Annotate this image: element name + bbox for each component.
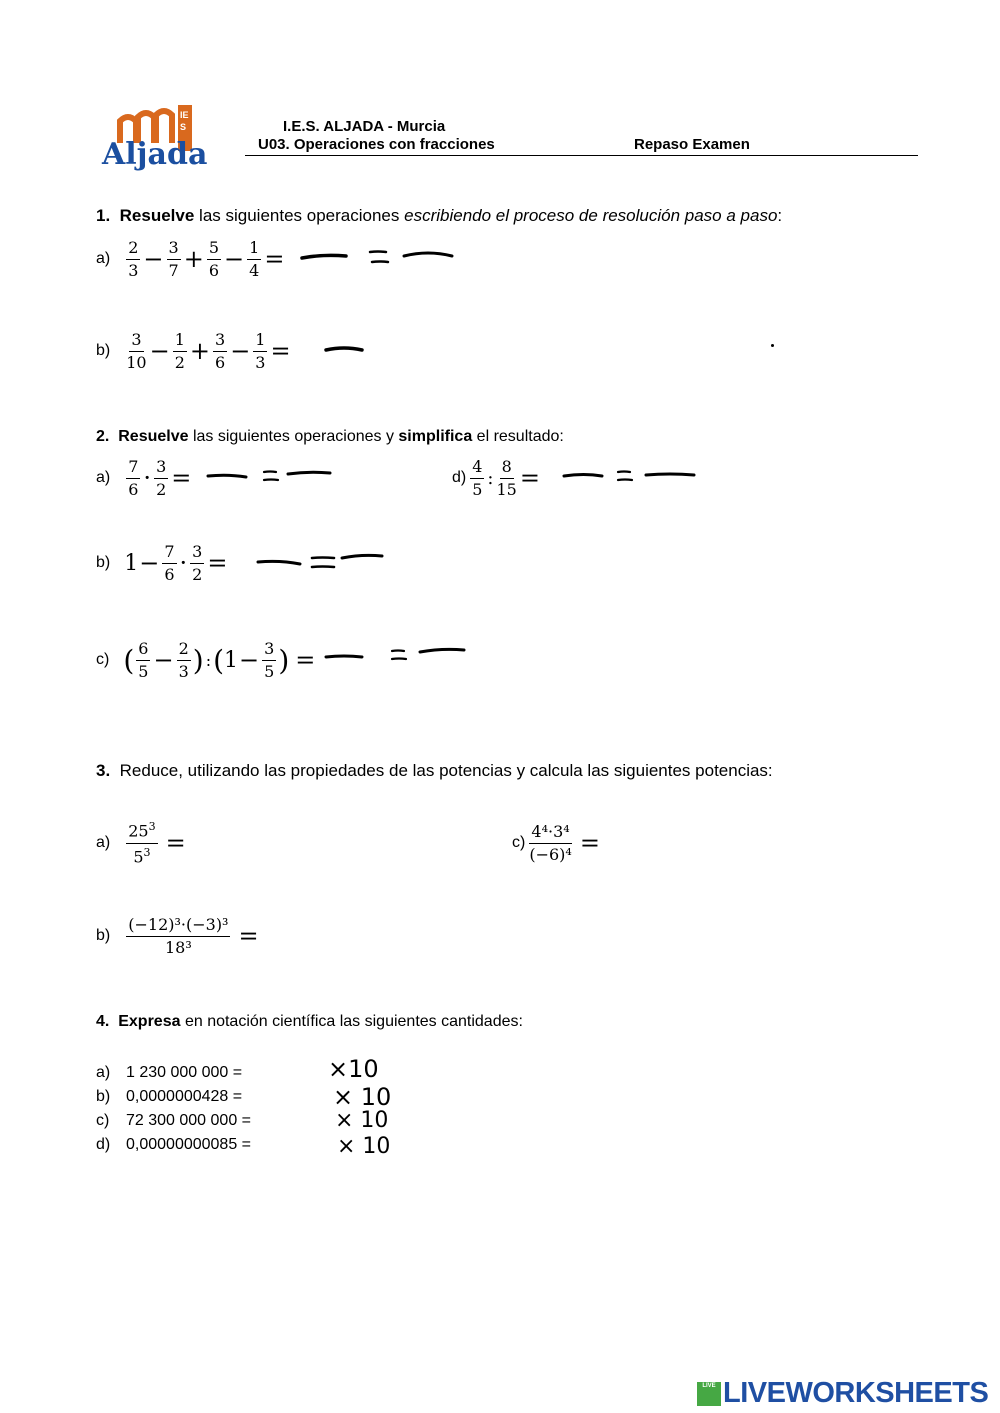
fraction: $\frac{3}{2}$ bbox=[192, 541, 203, 584]
fraction: $\frac{7}{6}$ bbox=[164, 541, 175, 584]
q2-prompt: 2. Resuelve las siguientes operaciones y simplifica el resultado: bbox=[96, 428, 564, 445]
q2-b-answer-strokes[interactable] bbox=[254, 548, 388, 576]
fraction: $\frac{3}{10}$ bbox=[126, 329, 147, 372]
q4-list bbox=[96, 1061, 251, 1157]
q3-prompt: 3. Reduce, utilizando las propiedades de las potencias y calcula las siguientes potencias: bbox=[96, 761, 773, 780]
q1-b-label: b) bbox=[96, 342, 111, 359]
fraction: $\frac{4}{5}$ bbox=[472, 456, 483, 499]
fraction: $\frac{7}{6}$ bbox=[128, 456, 139, 499]
q1-a-label: a) bbox=[96, 250, 111, 267]
fraction: $\frac{1}{4}$ bbox=[249, 237, 260, 280]
school-name: I.E.S. ALJADA - Murcia bbox=[283, 118, 446, 135]
fraction: $\frac{\text{4⁴·3⁴}}{\text{(−6)⁴}}$ bbox=[529, 821, 572, 864]
q4-c-handwritten[interactable]: × 10 bbox=[335, 1108, 389, 1133]
q4-prompt: 4. Expresa en notación científica las siguientes cantidades: bbox=[96, 1013, 523, 1030]
q2-a-answer-strokes[interactable] bbox=[204, 464, 334, 488]
fraction: $\frac{3}{2}$ bbox=[156, 456, 167, 499]
fraction: $\frac{2}{3}$ bbox=[128, 237, 139, 280]
q2-d-answer-strokes[interactable] bbox=[560, 466, 700, 488]
list-item: c) 72 300 000 000 = bbox=[96, 1112, 252, 1129]
brand-name: LIVEWORKSHEETS bbox=[723, 1377, 989, 1409]
q2-d-expression: d) $\frac{4}{5}$ : $\frac{8}{15}$ = bbox=[452, 456, 540, 499]
q4-a-handwritten[interactable]: ×10 bbox=[328, 1055, 379, 1083]
q1-a-expression: a) $\frac{2}{3}$ − $\frac{3}{7}$ + $\frac{5}{6}$ − $\frac{1}{4}$ = bbox=[96, 237, 285, 280]
q2-b-expression: b) 1 − $\frac{7}{6}$ · $\frac{3}{2}$ = bbox=[96, 541, 228, 584]
q2-a-expression: a) $\frac{7}{6}$ · $\frac{3}{2}$ = bbox=[96, 456, 192, 499]
q1-prompt: 1. Resuelve las siguientes operaciones escribiendo el proceso de resolución paso a paso: bbox=[96, 206, 783, 225]
q1-b-answer-strokes[interactable] bbox=[322, 340, 372, 360]
fraction: $\frac{\text{(−12)³·(−3)³}}{\text{18³}}$ bbox=[128, 914, 229, 957]
q1-b-expression: b) $\frac{3}{10}$ − $\frac{1}{2}$ + $\frac{3}{6}$ − $\frac{1}{3}$ = bbox=[96, 329, 291, 372]
fraction: $\frac{3}{6}$ bbox=[215, 329, 226, 372]
unit-title: U03. Operaciones con fracciones bbox=[258, 136, 495, 153]
logo-badge: IES bbox=[180, 110, 189, 132]
q3-c-expression: c) $\frac{\text{4⁴·3⁴}}{\text{(−6)⁴}}$ = bbox=[512, 821, 600, 864]
fraction: $\frac{2}{3}$ bbox=[178, 638, 189, 681]
fraction: $\frac{6}{5}$ bbox=[138, 638, 149, 681]
list-item: a) 1 230 000 000 = bbox=[96, 1064, 243, 1081]
q3-a-expression: a) $\frac{25^3}{5^3}$ = bbox=[96, 820, 186, 866]
brand-logo-icon: LIVE bbox=[697, 1382, 721, 1406]
header-rule bbox=[245, 155, 918, 156]
q1-a-answer-strokes[interactable] bbox=[298, 244, 458, 274]
fraction: $\frac{25^3}{5^3}$ bbox=[128, 820, 156, 866]
school-logo bbox=[98, 103, 208, 175]
q2-c-answer-strokes[interactable] bbox=[322, 642, 470, 670]
stray-dot bbox=[771, 344, 774, 347]
list-item: b) 0,0000000428 = bbox=[96, 1088, 243, 1105]
q4-d-handwritten[interactable]: × 10 bbox=[337, 1134, 391, 1159]
fraction: $\frac{5}{6}$ bbox=[208, 237, 220, 280]
fraction: $\frac{1}{3}$ bbox=[255, 329, 266, 372]
q2-c-expression: c) ( $\frac{6}{5}$ − $\frac{2}{3}$ ) : ( 1 − $\frac{3}{5}$ ) = bbox=[96, 638, 316, 681]
fraction: $\frac{3}{7}$ bbox=[168, 237, 179, 280]
q4-b-handwritten[interactable]: × 10 bbox=[333, 1083, 392, 1111]
liveworksheets-brand[interactable] bbox=[697, 1377, 988, 1410]
exam-title: Repaso Examen bbox=[634, 136, 750, 153]
q3-b-expression: b) $\frac{\text{(−12)³·(−3)³}}{\text{18³}}$ = bbox=[96, 914, 259, 957]
fraction: $\frac{3}{5}$ bbox=[264, 638, 275, 681]
logo-text: Aljada bbox=[102, 137, 208, 172]
fraction: $\frac{8}{15}$ bbox=[496, 456, 517, 499]
list-item: d) 0,00000000085 = bbox=[96, 1136, 252, 1153]
fraction: $\frac{1}{2}$ bbox=[174, 329, 185, 372]
